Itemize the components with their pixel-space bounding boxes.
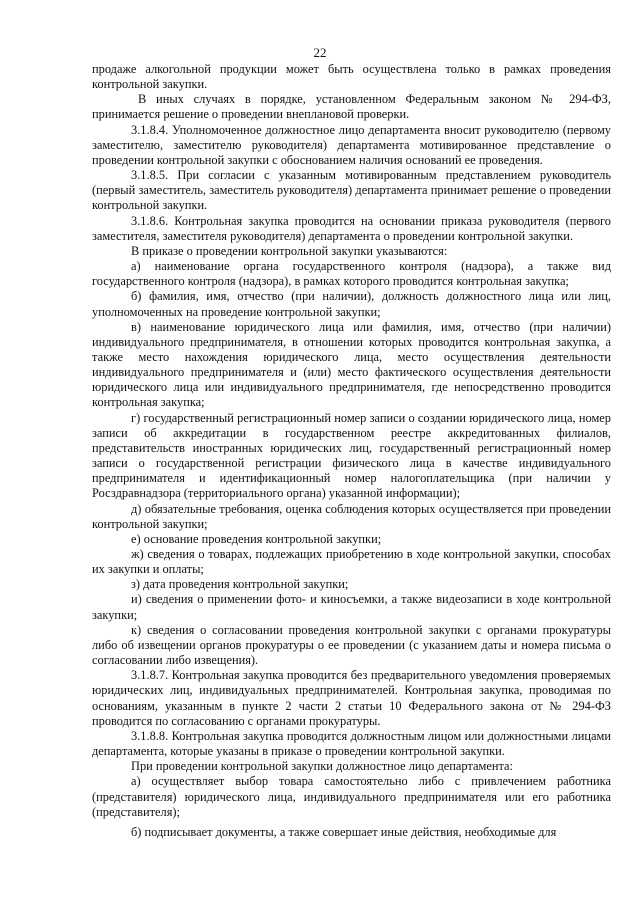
- document-body: [92, 62, 611, 840]
- list-item: в) наименование юридического лица или фамилия, имя, отчество (при наличии) индивидуального предпринимателя, в отношении которых проводится контрольная закупка, а также место нахождения юридического лица, место осуществления деятельности индивидуального предпринимателя и (или) место фактического осуществления деятельности юридического лица или индивидуального предпринимателя, где непосредственно проводится контрольная закупка;: [92, 319, 611, 410]
- list-item: з) дата проведения контрольной закупки;: [131, 577, 349, 592]
- list-item: и) сведения о применении фото- и киносъемки, а также видеозаписи в ходе контрольной закупки;: [92, 592, 611, 622]
- list-item: а) наименование органа государственного контроля (надзора), а также вид государственного контроля (надзора), в рамках которого проводится контрольная закупка;: [92, 259, 611, 289]
- paragraph: 3.1.8.6. Контрольная закупка проводится на основании приказа руководителя (первого заместителя, заместителя руководителя) департамента о проведении контрольной закупки.: [92, 213, 611, 243]
- paragraph: 3.1.8.7. Контрольная закупка проводится без предварительного уведомления проверяемых юридических лиц, индивидуальных предпринимателей. Контрольная закупка, проводимая по основаниям, указанным в пункте 2 части 2 статьи 10 Федерального закона от № 294-ФЗ проводится по согласованию с органами прокуратуры.: [92, 668, 611, 728]
- paragraph: При проведении контрольной закупки должностное лицо департамента:: [131, 759, 513, 774]
- list-item: б) фамилия, имя, отчество (при наличии), должность должностного лица или лиц, уполномоченных на проведение контрольной закупки;: [92, 289, 611, 319]
- page-number: 22: [313, 45, 327, 60]
- paragraph: 3.1.8.4. Уполномоченное должностное лицо департамента вносит руководителю (первому заместителю, заместителю руководителя) департамента мотивированное представление о проведении контрольной закупки с обоснованием наличия оснований ее проведения.: [92, 122, 611, 167]
- list-item: е) основание проведения контрольной закупки;: [131, 531, 382, 546]
- list-item: ж) сведения о товарах, подлежащих приобретению в ходе контрольной закупки, способах их закупки и оплаты;: [92, 547, 611, 577]
- paragraph: продаже алкогольной продукции может быть осуществлена только в рамках проведения контрольной закупки.: [92, 62, 611, 92]
- list-item: к) сведения о согласовании проведения контрольной закупки с органами прокуратуры либо об извещении органов прокуратуры о ее проведении (с указанием даты и номера письма о согласовании либо извещения).: [92, 622, 611, 668]
- list-item: г) государственный регистрационный номер записи о создании юридического лица, номер записи об аккредитации в государственном реестре аккредитованных филиалов, представительств иностранных юридических лиц, государственный регистрационный номер записи о государственной регистрации физического лица в качестве индивидуального предпринимателя и идентификационный номер налогоплательщика (при наличии у Росздравнадзора (территориального органа) указанной информации);: [92, 410, 611, 501]
- paragraph: 3.1.8.5. При согласии с указанным мотивированным представлением руководитель (первый заместитель, заместитель руководителя) департамента принимает решение о проведении контрольной закупки.: [92, 168, 611, 213]
- paragraph: В иных случаях в порядке, установленном Федеральным законом № 294-ФЗ, принимается решение о проведении внеплановой проверки.: [92, 92, 611, 122]
- paragraph: 3.1.8.8. Контрольная закупка проводится должностным лицом или должностными лицами департамента, которые указаны в приказе о проведении контрольной закупки.: [92, 728, 611, 759]
- list-item: а) осуществляет выбор товара самостоятельно либо с привлечением работника (представителя) юридического лица, индивидуального предпринимателя или его работника (представителя);: [92, 774, 611, 819]
- paragraph: В приказе о проведении контрольной закупки указываются:: [131, 243, 448, 258]
- list-item: б) подписывает документы, а также совершает иные действия, необходимые для: [131, 824, 557, 839]
- list-item: д) обязательные требования, оценка соблюдения которых осуществляется при проведении контрольной закупки;: [92, 501, 611, 531]
